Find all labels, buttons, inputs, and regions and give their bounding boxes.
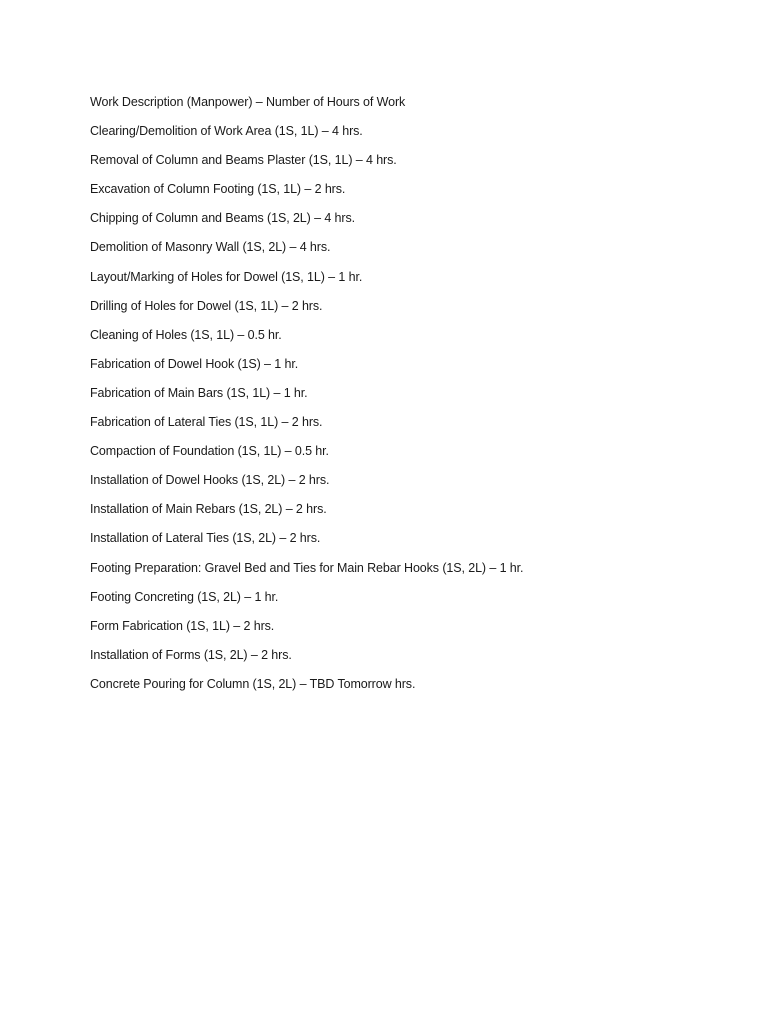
list-item: Installation of Dowel Hooks (1S, 2L) – 2 hrs. <box>90 473 330 488</box>
list-item: Fabrication of Dowel Hook (1S) – 1 hr. <box>90 356 299 371</box>
work-description-list <box>90 92 730 703</box>
list-item: Compaction of Foundation (1S, 1L) – 0.5 hr. <box>90 444 329 459</box>
list-item: Fabrication of Main Bars (1S, 1L) – 1 hr. <box>90 385 308 400</box>
list-item: Cleaning of Holes (1S, 1L) – 0.5 hr. <box>90 327 282 342</box>
list-item: Chipping of Column and Beams (1S, 2L) – 4 hrs. <box>90 211 355 226</box>
list-item: Excavation of Column Footing (1S, 1L) – 2 hrs. <box>90 182 346 197</box>
list-item: Removal of Column and Beams Plaster (1S, 1L) – 4 hrs. <box>90 153 397 168</box>
list-item: Drilling of Holes for Dowel (1S, 1L) – 2 hrs. <box>90 298 323 313</box>
list-item: Concrete Pouring for Column (1S, 2L) – TBD Tomorrow hrs. <box>90 676 416 691</box>
list-item: Fabrication of Lateral Ties (1S, 1L) – 2 hrs. <box>90 415 323 430</box>
list-item: Installation of Lateral Ties (1S, 2L) – 2 hrs. <box>90 531 321 546</box>
list-header: Work Description (Manpower) – Number of Hours of Work <box>90 95 406 109</box>
list-item: Clearing/Demolition of Work Area (1S, 1L) – 4 hrs. <box>90 124 363 139</box>
list-item: Demolition of Masonry Wall (1S, 2L) – 4 hrs. <box>90 240 331 255</box>
list-item: Footing Preparation: Gravel Bed and Ties for Main Rebar Hooks (1S, 2L) – 1 hr. <box>90 560 524 575</box>
list-item: Installation of Main Rebars (1S, 2L) – 2 hrs. <box>90 502 327 517</box>
list-item: Form Fabrication (1S, 1L) – 2 hrs. <box>90 618 275 633</box>
list-item: Footing Concreting (1S, 2L) – 1 hr. <box>90 589 279 604</box>
list-item: Installation of Forms (1S, 2L) – 2 hrs. <box>90 647 292 662</box>
list-item: Layout/Marking of Holes for Dowel (1S, 1L) – 1 hr. <box>90 269 363 284</box>
